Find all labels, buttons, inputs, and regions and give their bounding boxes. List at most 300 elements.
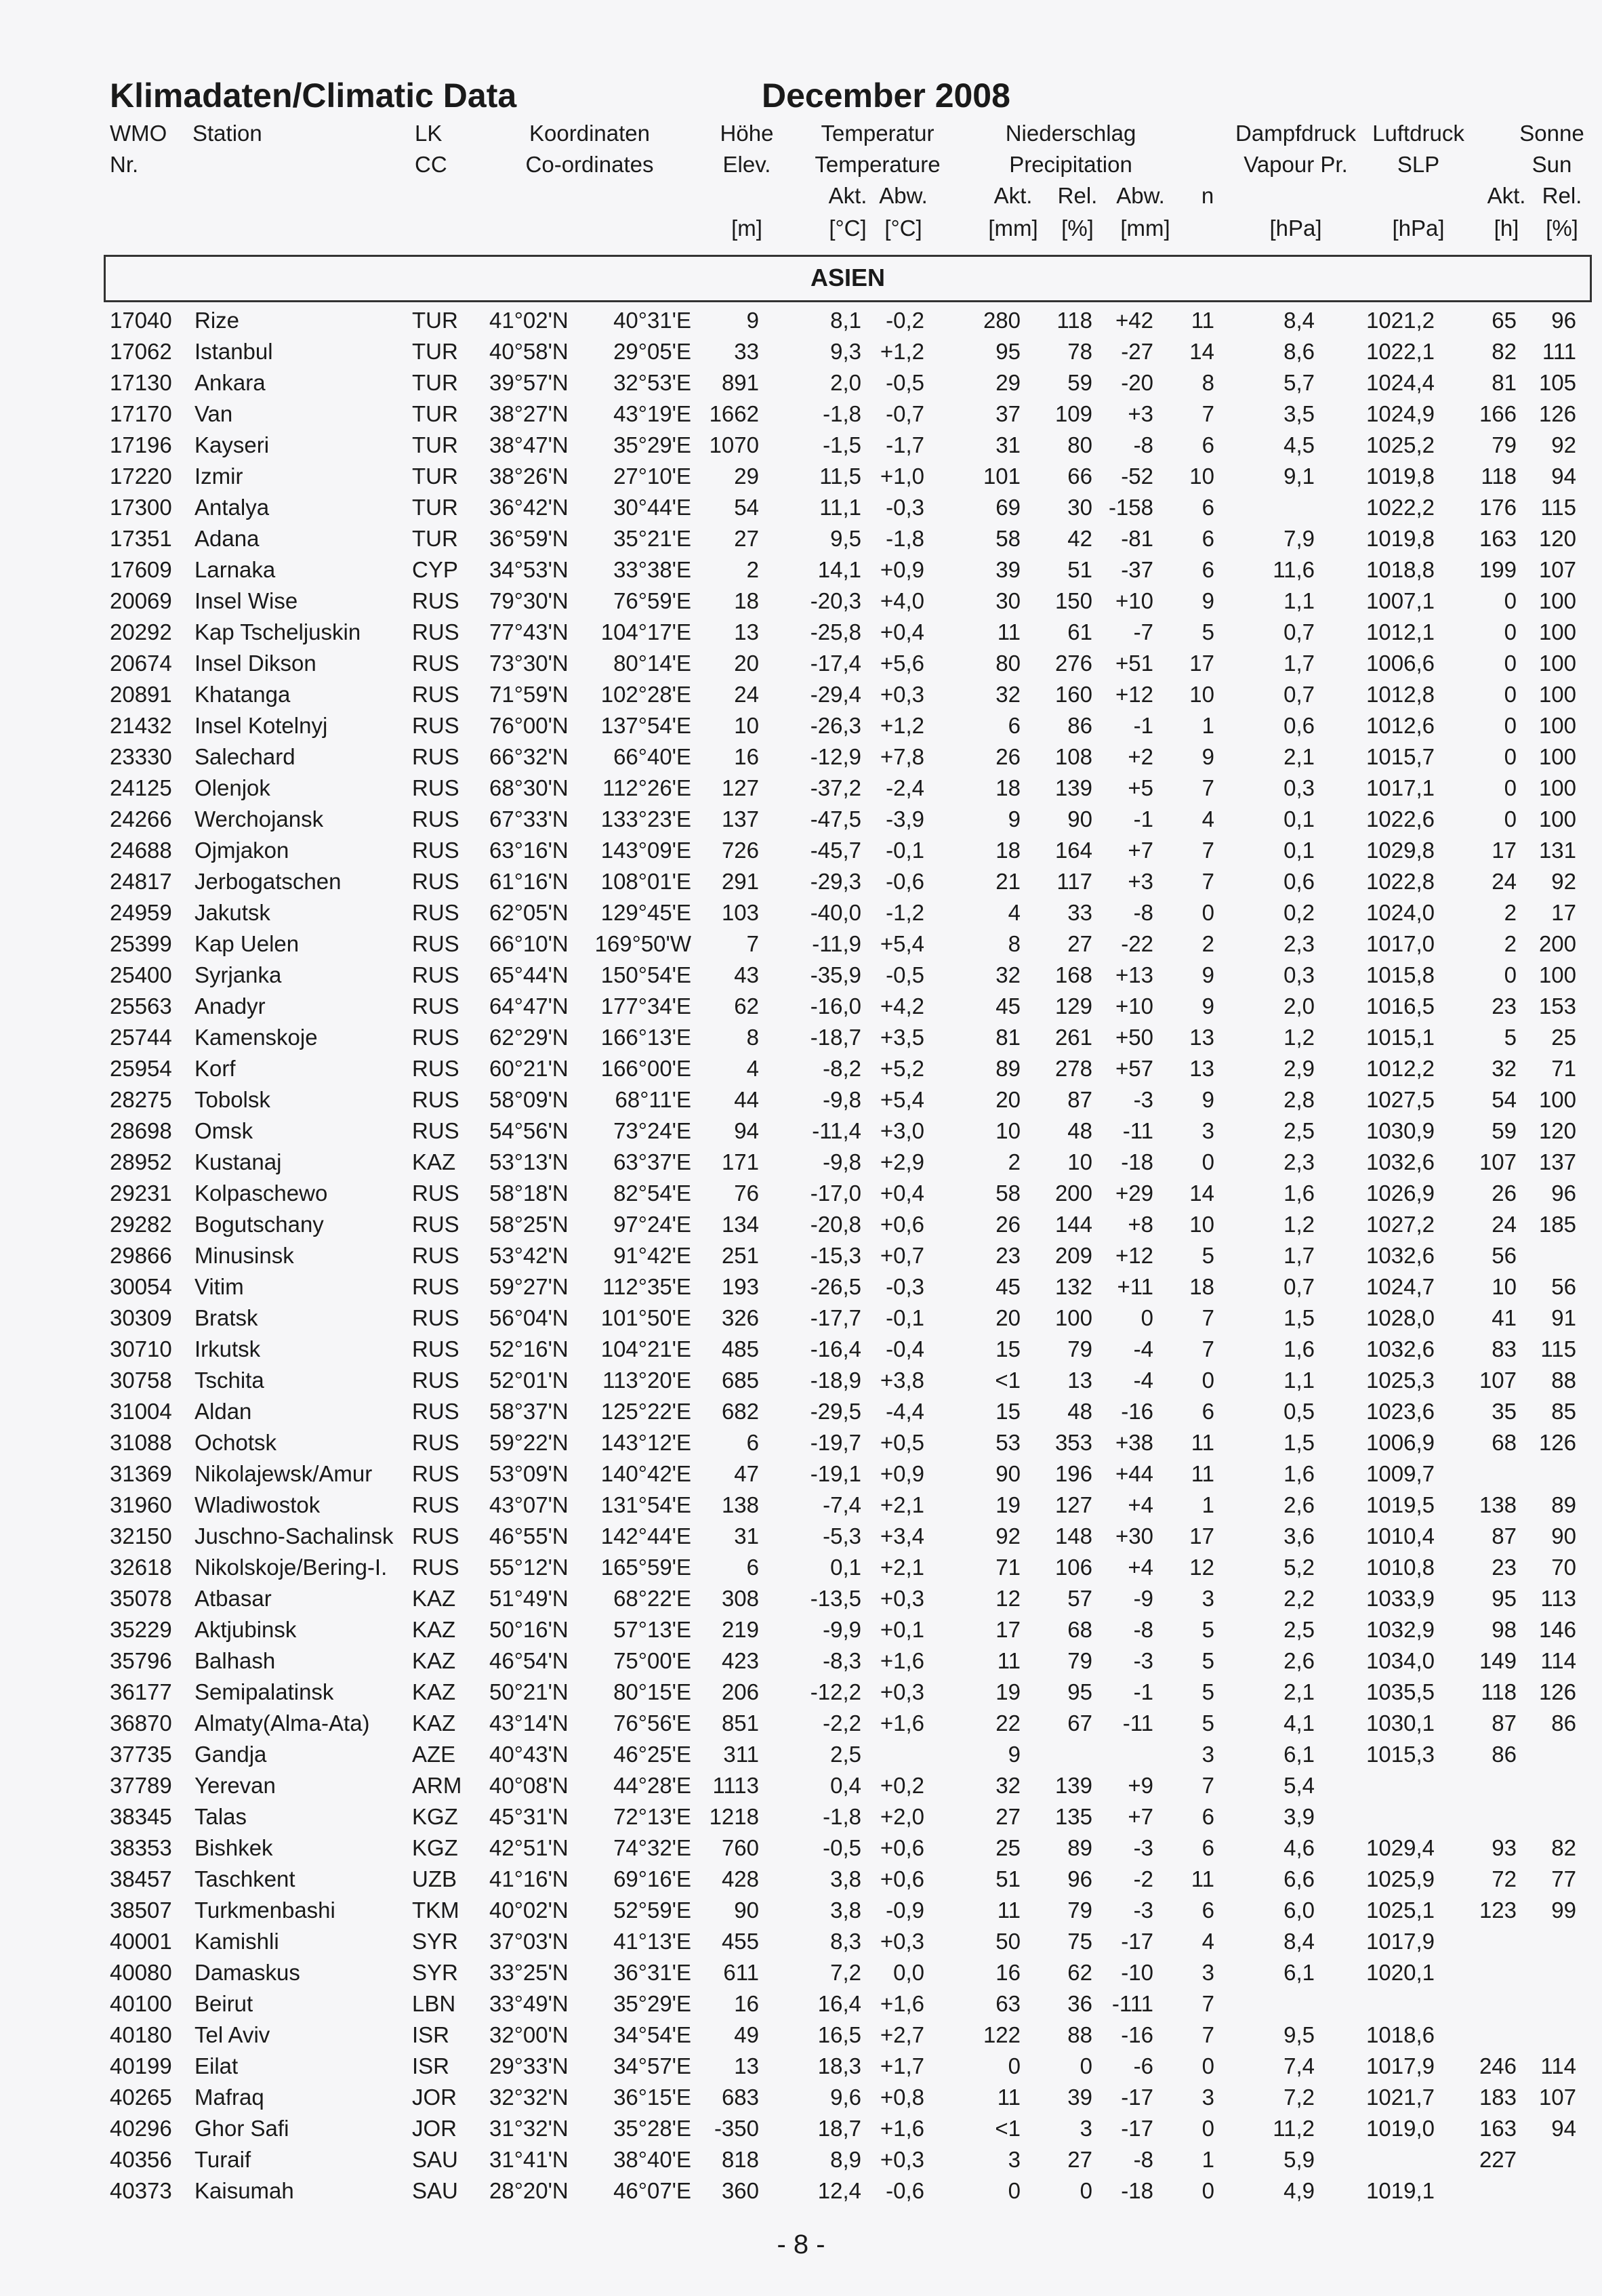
temp-abw: +1,6 (880, 1991, 924, 2016)
temp-abw: +5,4 (880, 931, 924, 956)
sun-rel: 85 (1551, 1399, 1576, 1424)
header-sun-akt: Akt. (1487, 183, 1526, 208)
country-code: KAZ (412, 1648, 456, 1673)
elevation: 726 (721, 838, 759, 863)
vapour-pr: 2,5 (1283, 1617, 1315, 1642)
station-name: Salechard (194, 744, 295, 769)
precip-akt: 11 (997, 1898, 1021, 1923)
slp: 1017,9 (1366, 2053, 1435, 2078)
table-row (0, 1582, 1602, 1614)
sun-akt: 87 (1492, 1523, 1517, 1549)
precip-rel: 57 (1067, 1586, 1092, 1611)
sun-rel: 115 (1540, 495, 1576, 520)
precip-akt: 37 (995, 401, 1021, 426)
slp: 1018,6 (1366, 2022, 1435, 2047)
table-row (0, 2081, 1602, 2112)
station-name: Taschkent (194, 1866, 295, 1891)
wmo-number: 37735 (110, 1742, 172, 1767)
wmo-number: 40296 (110, 2116, 172, 2141)
header-precip-abw-unit: [mm] (1120, 216, 1170, 241)
precip-akt: 16 (995, 1960, 1021, 1985)
table-row (0, 959, 1602, 990)
precip-akt: 15 (995, 1336, 1021, 1361)
precip-rel: 261 (1054, 1025, 1092, 1050)
temp-akt: -29,5 (810, 1399, 861, 1424)
slp: 1021,7 (1366, 2085, 1435, 2110)
precip-abw: -1 (1133, 713, 1153, 738)
wmo-number: 40180 (110, 2022, 172, 2047)
precip-n: 3 (1202, 1118, 1214, 1143)
latitude: 64°47'N (489, 993, 569, 1019)
precip-rel: 164 (1054, 838, 1092, 863)
wmo-number: 40356 (110, 2147, 172, 2172)
station-name: Bogutschany (194, 1212, 324, 1237)
precip-rel: 79 (1067, 1336, 1092, 1361)
temp-abw: +5,2 (880, 1056, 924, 1081)
slp: 1032,6 (1366, 1336, 1435, 1361)
precip-rel: 100 (1054, 1305, 1092, 1330)
table-row (0, 1769, 1602, 1801)
precip-abw: -22 (1121, 931, 1153, 956)
wmo-number: 31004 (110, 1399, 172, 1424)
precip-abw: -3 (1133, 1087, 1153, 1112)
precip-n: 17 (1189, 1523, 1214, 1549)
precip-akt: 71 (995, 1555, 1021, 1580)
country-code: RUS (412, 1118, 459, 1143)
longitude: 36°15'E (613, 2085, 691, 2110)
station-name: Bratsk (194, 1305, 258, 1330)
table-row (0, 1801, 1602, 1832)
precip-n: 6 (1202, 432, 1214, 457)
station-name: Insel Dikson (194, 651, 316, 676)
country-code: RUS (412, 931, 459, 956)
header-precip-rel: Rel. (1057, 183, 1098, 208)
precip-n: 17 (1189, 651, 1214, 676)
precip-abw: +44 (1115, 1461, 1153, 1486)
elevation: 47 (734, 1461, 759, 1486)
sun-rel: 99 (1551, 1898, 1576, 1923)
slp: 1024,7 (1366, 1274, 1435, 1299)
temp-abw: +1,2 (880, 339, 924, 364)
header-precip-n: n (1201, 183, 1214, 208)
precip-n: 7 (1202, 1336, 1214, 1361)
country-code: RUS (412, 744, 459, 769)
vapour-pr: 8,4 (1283, 1929, 1315, 1954)
precip-n: 11 (1191, 308, 1214, 333)
sun-rel: 111 (1542, 339, 1576, 364)
precip-akt: 11 (997, 1648, 1021, 1673)
vapour-pr: 0,6 (1283, 869, 1315, 894)
elevation: 20 (734, 651, 759, 676)
sun-akt: 199 (1479, 557, 1517, 582)
sun-rel: 94 (1551, 2116, 1576, 2141)
latitude: 33°25'N (489, 1960, 569, 1985)
station-name: Adana (194, 526, 260, 551)
header-temp-abw: Abw. (879, 183, 928, 208)
slp: 1009,7 (1366, 1461, 1435, 1486)
latitude: 43°14'N (489, 1710, 569, 1736)
elevation: 31 (734, 1523, 759, 1549)
station-name: Kayseri (194, 432, 270, 457)
station-name: Nikolajewsk/Amur (194, 1461, 373, 1486)
sun-akt: 59 (1492, 1118, 1517, 1143)
table-row (0, 865, 1602, 897)
section-header-box (104, 255, 1592, 302)
longitude: 72°13'E (613, 1804, 691, 1829)
latitude: 38°27'N (489, 401, 569, 426)
elevation: 360 (721, 2178, 759, 2203)
country-code: SAU (412, 2147, 458, 2172)
vapour-pr: 2,9 (1283, 1056, 1315, 1081)
sun-akt: 5 (1504, 1025, 1517, 1050)
precip-akt: 8 (1008, 931, 1021, 956)
precip-n: 3 (1202, 2085, 1214, 2110)
country-code: RUS (412, 962, 459, 987)
station-name: Turaif (194, 2147, 251, 2172)
slp: 1029,8 (1366, 838, 1435, 863)
latitude: 63°16'N (489, 838, 569, 863)
temp-akt: -0,5 (823, 1835, 861, 1860)
sun-akt: 41 (1492, 1305, 1517, 1330)
precip-n: 6 (1202, 1804, 1214, 1829)
precip-akt: 63 (995, 1991, 1021, 2016)
sun-akt: 81 (1492, 370, 1517, 395)
wmo-number: 17609 (110, 557, 172, 582)
longitude: 69°16'E (613, 1866, 691, 1891)
precip-n: 0 (1202, 1149, 1214, 1174)
country-code: RUS (412, 993, 459, 1019)
wmo-number: 20891 (110, 682, 172, 707)
precip-rel: 3 (1080, 2116, 1092, 2141)
slp: 1026,9 (1366, 1181, 1435, 1206)
precip-rel: 160 (1054, 682, 1092, 707)
temp-abw: +0,1 (880, 1617, 924, 1642)
precip-rel: 148 (1054, 1523, 1092, 1549)
sun-rel: 100 (1538, 744, 1576, 769)
wmo-number: 35078 (110, 1586, 172, 1611)
temp-akt: -15,3 (810, 1243, 861, 1268)
precip-abw: -37 (1121, 557, 1153, 582)
elevation: 16 (734, 1991, 759, 2016)
precip-n: 7 (1202, 2022, 1214, 2047)
slp: 1012,1 (1366, 619, 1435, 644)
data-table (0, 304, 1602, 2206)
precip-n: 13 (1189, 1056, 1214, 1081)
temp-akt: 9,6 (830, 2085, 861, 2110)
temp-abw: +2,9 (880, 1149, 924, 1174)
sun-rel: 96 (1551, 1181, 1576, 1206)
station-name: Tel Aviv (194, 2022, 270, 2047)
precip-rel: 108 (1054, 744, 1092, 769)
sun-akt: 79 (1492, 432, 1517, 457)
precip-abw: +4 (1128, 1555, 1153, 1580)
country-code: SYR (412, 1960, 458, 1985)
sun-rel: 71 (1551, 1056, 1576, 1081)
header-koord: Koordinaten (529, 121, 650, 146)
page-number: - 8 - (777, 2230, 825, 2259)
precip-akt: 12 (995, 1586, 1021, 1611)
header-precipitation: Precipitation (1009, 152, 1132, 177)
precip-n: 6 (1202, 526, 1214, 551)
wmo-number: 20292 (110, 619, 172, 644)
table-row (0, 834, 1602, 865)
sun-rel: 100 (1538, 1087, 1576, 1112)
precip-rel: 66 (1067, 464, 1092, 489)
elevation: 485 (721, 1336, 759, 1361)
country-code: RUS (412, 1336, 459, 1361)
precip-rel: 278 (1054, 1056, 1092, 1081)
country-code: AZE (412, 1742, 456, 1767)
precip-n: 7 (1202, 869, 1214, 894)
precip-abw: -27 (1121, 339, 1153, 364)
precip-abw: -4 (1133, 1368, 1153, 1393)
slp: 1027,2 (1366, 1212, 1435, 1237)
precip-akt: 2 (1008, 1149, 1021, 1174)
elevation: 44 (734, 1087, 759, 1112)
country-code: SYR (412, 1929, 458, 1954)
temp-abw: +2,1 (880, 1492, 924, 1517)
precip-abw: -52 (1121, 464, 1153, 489)
longitude: 143°09'E (600, 838, 691, 863)
sun-akt: 83 (1492, 1336, 1517, 1361)
station-name: Yerevan (194, 1773, 276, 1798)
vapour-pr: 0,2 (1283, 900, 1315, 925)
vapour-pr: 5,7 (1283, 370, 1315, 395)
latitude: 60°21'N (489, 1056, 569, 1081)
slp: 1029,4 (1366, 1835, 1435, 1860)
longitude: 35°28'E (613, 2116, 691, 2141)
vapour-pr: 0,3 (1283, 775, 1315, 800)
vapour-pr: 3,6 (1283, 1523, 1315, 1549)
latitude: 32°32'N (489, 2085, 569, 2110)
vapour-pr: 4,6 (1283, 1835, 1315, 1860)
latitude: 34°53'N (489, 557, 569, 582)
temp-akt: -18,9 (810, 1368, 861, 1393)
wmo-number: 29866 (110, 1243, 172, 1268)
longitude: 143°12'E (600, 1430, 691, 1455)
sun-akt: 86 (1492, 1742, 1517, 1767)
precip-n: 1 (1202, 713, 1214, 738)
station-name: Kustanaj (194, 1149, 282, 1174)
vapour-pr: 0,1 (1283, 838, 1315, 863)
longitude: 177°34'E (600, 993, 691, 1019)
station-name: Kolpaschewo (194, 1181, 328, 1206)
table-row (0, 928, 1602, 959)
elevation: 8 (746, 1025, 759, 1050)
latitude: 53°13'N (489, 1149, 569, 1174)
temp-abw: +0,3 (880, 1679, 924, 1704)
precip-akt: 280 (983, 308, 1021, 333)
country-code: TUR (412, 464, 458, 489)
precip-abw: 0 (1141, 1305, 1153, 1330)
elevation: 1070 (709, 432, 759, 457)
latitude: 38°47'N (489, 432, 569, 457)
country-code: KAZ (412, 1617, 456, 1642)
precip-akt: 95 (995, 339, 1021, 364)
latitude: 79°30'N (489, 588, 569, 613)
precip-n: 9 (1202, 1087, 1214, 1112)
sun-rel: 115 (1540, 1336, 1576, 1361)
precip-rel: 95 (1067, 1679, 1092, 1704)
table-row (0, 1115, 1602, 1146)
wmo-number: 40001 (110, 1929, 172, 1954)
precip-akt: 21 (995, 869, 1021, 894)
sun-rel: 131 (1538, 838, 1576, 863)
latitude: 36°59'N (489, 526, 569, 551)
sun-akt: 35 (1492, 1399, 1517, 1424)
elevation: 27 (734, 526, 759, 551)
precip-rel: 196 (1054, 1461, 1092, 1486)
longitude: 36°31'E (613, 1960, 691, 1985)
slp: 1017,1 (1366, 775, 1435, 800)
precip-n: 7 (1202, 838, 1214, 863)
temp-abw: -1,7 (886, 432, 924, 457)
sun-rel: 146 (1538, 1617, 1576, 1642)
temp-abw: +0,2 (880, 1773, 924, 1798)
country-code: UZB (412, 1866, 457, 1891)
sun-akt: 2 (1504, 900, 1517, 925)
table-row (0, 1239, 1602, 1271)
country-code: RUS (412, 1181, 459, 1206)
precip-akt: 9 (1008, 806, 1021, 832)
wmo-number: 20069 (110, 588, 172, 613)
longitude: 104°17'E (600, 619, 691, 644)
precip-akt: 122 (983, 2022, 1021, 2047)
temp-abw: +1,0 (880, 464, 924, 489)
precip-rel: 144 (1054, 1212, 1092, 1237)
precip-abw: +12 (1115, 682, 1153, 707)
country-code: RUS (412, 1305, 459, 1330)
slp: 1012,2 (1366, 1056, 1435, 1081)
station-name: Ochotsk (194, 1430, 277, 1455)
temp-abw: +0,3 (880, 1586, 924, 1611)
table-row (0, 1364, 1602, 1395)
precip-n: 2 (1202, 931, 1214, 956)
precip-abw: -10 (1121, 1960, 1153, 1985)
table-row (0, 335, 1602, 367)
temp-abw: -0,5 (886, 370, 924, 395)
country-code: LBN (412, 1991, 456, 2016)
country-code: RUS (412, 713, 459, 738)
temp-abw: -2,4 (886, 775, 924, 800)
temp-abw: +0,6 (880, 1866, 924, 1891)
slp: 1024,4 (1366, 370, 1435, 395)
precip-abw: -3 (1133, 1898, 1153, 1923)
temp-akt: 14,1 (817, 557, 861, 582)
precip-abw: -17 (1121, 2116, 1153, 2141)
latitude: 62°05'N (489, 900, 569, 925)
latitude: 58°09'N (489, 1087, 569, 1112)
vapour-pr: 7,4 (1283, 2053, 1315, 2078)
precip-akt: 10 (995, 1118, 1021, 1143)
latitude: 56°04'N (489, 1305, 569, 1330)
longitude: 112°35'E (602, 1274, 691, 1299)
elevation: 171 (721, 1149, 759, 1174)
station-name: Khatanga (194, 682, 291, 707)
precip-akt: 15 (995, 1399, 1021, 1424)
precip-rel: 42 (1067, 526, 1092, 551)
precip-akt: 22 (995, 1710, 1021, 1736)
longitude: 82°54'E (613, 1181, 691, 1206)
header-hoehe-unit: [m] (731, 216, 762, 241)
country-code: RUS (412, 588, 459, 613)
header-slp: SLP (1397, 152, 1440, 177)
precip-n: 7 (1202, 775, 1214, 800)
slp: 1030,1 (1366, 1710, 1435, 1736)
sun-rel: 126 (1538, 1430, 1576, 1455)
table-row (0, 554, 1602, 585)
latitude: 40°58'N (489, 339, 569, 364)
station-name: Gandja (194, 1742, 267, 1767)
elevation: 428 (721, 1866, 759, 1891)
station-name: Bishkek (194, 1835, 273, 1860)
precip-akt: 58 (995, 1181, 1021, 1206)
station-name: Kap Uelen (194, 931, 300, 956)
temp-akt: -16,0 (810, 993, 861, 1019)
sun-rel: 100 (1538, 713, 1576, 738)
precip-akt: 0 (1008, 2178, 1021, 2203)
latitude: 55°12'N (489, 1555, 569, 1580)
precip-abw: +51 (1115, 651, 1153, 676)
precip-n: 7 (1202, 1773, 1214, 1798)
vapour-pr: 6,1 (1283, 1742, 1315, 1767)
precip-rel: 118 (1056, 308, 1092, 333)
station-name: Olenjok (194, 775, 270, 800)
latitude: 53°42'N (489, 1243, 569, 1268)
elevation: 90 (734, 1898, 759, 1923)
sun-rel: 126 (1538, 1679, 1576, 1704)
precip-abw: +3 (1128, 869, 1153, 894)
wmo-number: 30758 (110, 1368, 172, 1393)
longitude: 33°38'E (613, 557, 691, 582)
precip-akt: <1 (995, 2116, 1021, 2141)
precip-akt: 45 (995, 1274, 1021, 1299)
precip-akt: 3 (1008, 2147, 1021, 2172)
station-name: Aldan (194, 1399, 252, 1424)
slp: 1024,0 (1366, 900, 1435, 925)
temp-abw: +0,7 (880, 1243, 924, 1268)
slp: 1019,8 (1366, 526, 1435, 551)
precip-abw: +9 (1128, 1773, 1153, 1798)
sun-akt: 0 (1504, 651, 1517, 676)
station-name: Irkutsk (194, 1336, 261, 1361)
elevation: 49 (734, 2022, 759, 2047)
station-name: Izmir (194, 464, 243, 489)
precip-rel: 132 (1054, 1274, 1092, 1299)
wmo-number: 17062 (110, 339, 172, 364)
precip-n: 0 (1202, 1368, 1214, 1393)
precip-rel: 168 (1054, 962, 1092, 987)
temp-abw: +4,0 (880, 588, 924, 613)
vapour-pr: 1,2 (1283, 1212, 1315, 1237)
precip-rel: 79 (1067, 1898, 1092, 1923)
slp: 1030,9 (1366, 1118, 1435, 1143)
slp: 1025,2 (1366, 432, 1435, 457)
latitude: 46°55'N (489, 1523, 569, 1549)
temp-akt: -12,9 (810, 744, 861, 769)
precip-akt: 80 (995, 651, 1021, 676)
country-code: RUS (412, 682, 459, 707)
station-name: Ojmjakon (194, 838, 289, 863)
longitude: 46°25'E (613, 1742, 691, 1767)
header-sun-akt-unit: [h] (1494, 216, 1519, 241)
precip-abw: +10 (1115, 993, 1153, 1019)
vapour-pr: 6,0 (1283, 1898, 1315, 1923)
wmo-number: 31960 (110, 1492, 172, 1517)
elevation: 9 (746, 308, 759, 333)
wmo-number: 28952 (110, 1149, 172, 1174)
wmo-number: 36870 (110, 1710, 172, 1736)
